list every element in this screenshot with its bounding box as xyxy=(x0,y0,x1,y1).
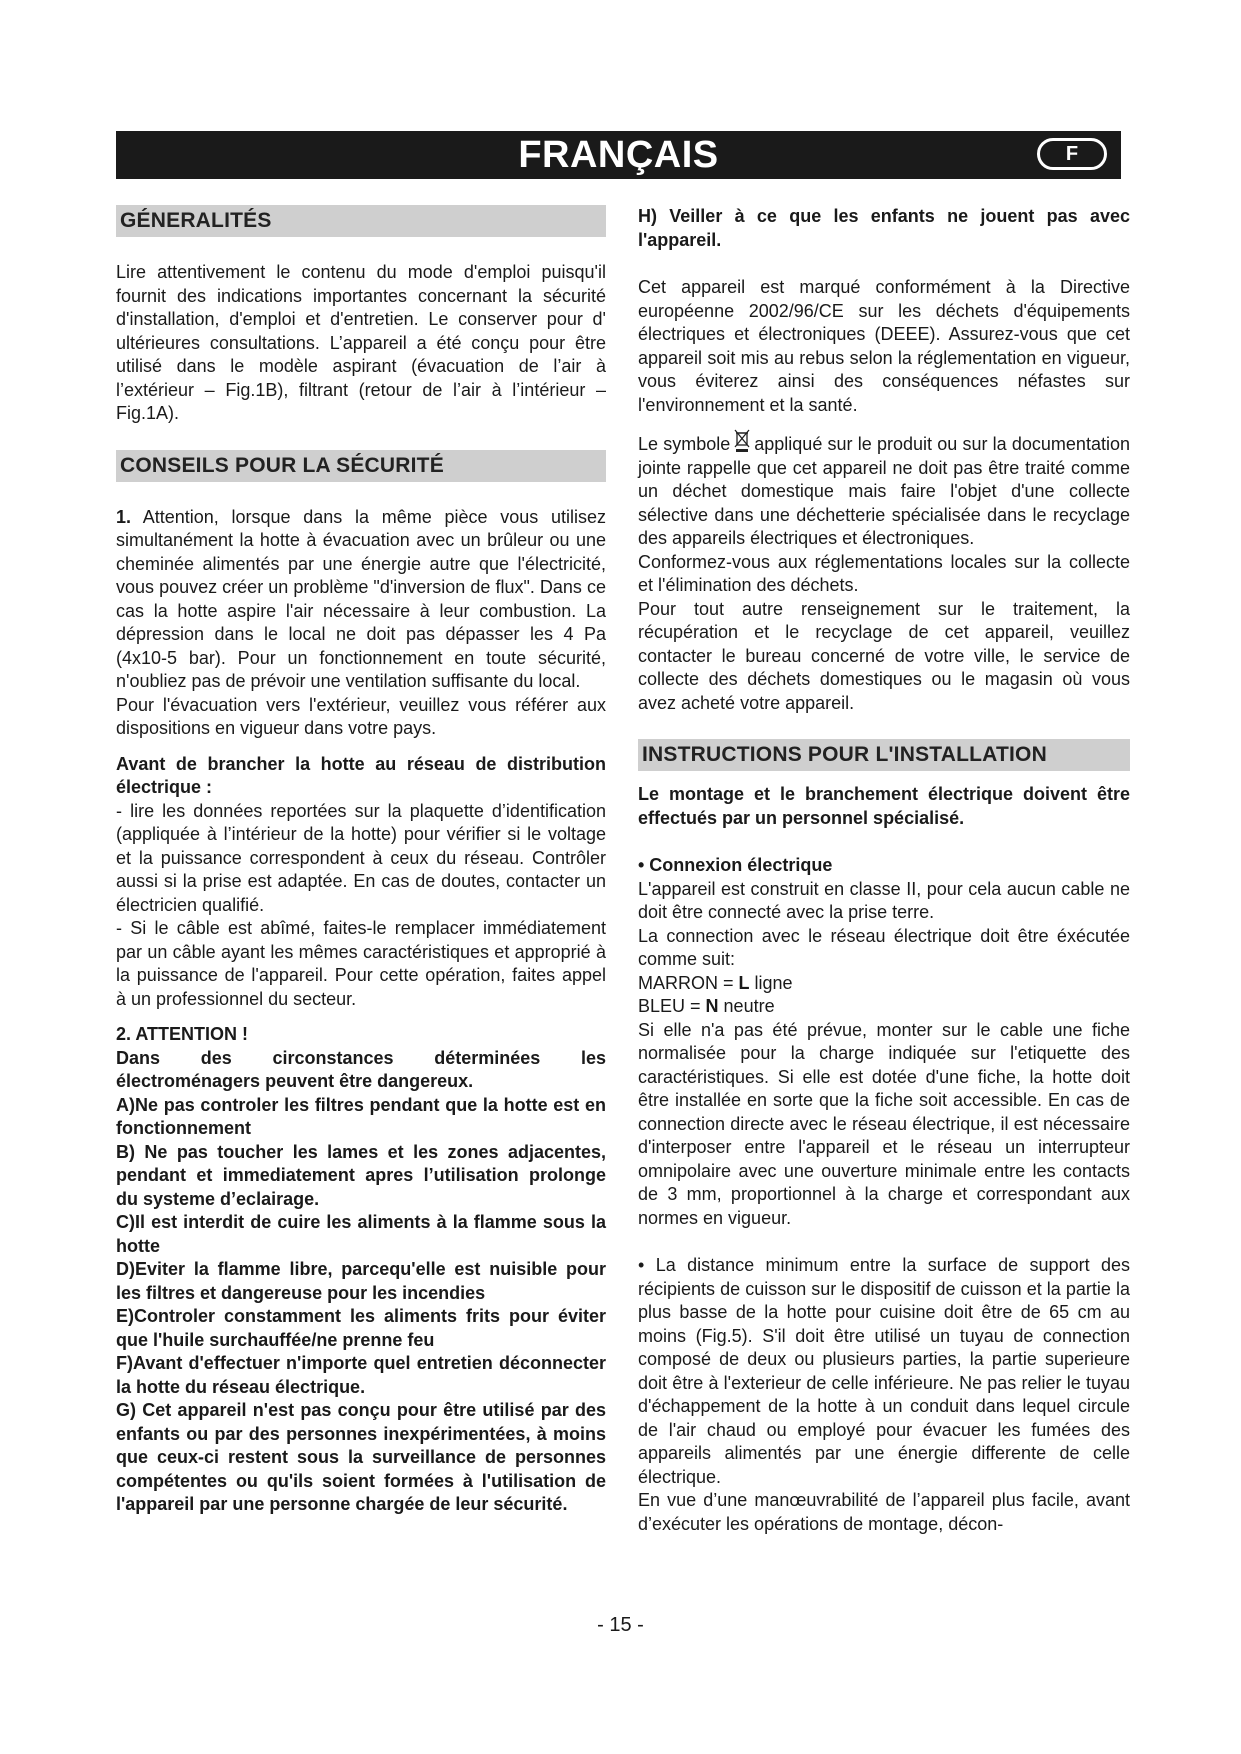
conseil-number: 1. xyxy=(116,506,132,527)
bleu-code: N xyxy=(705,996,719,1016)
attention-g: G) Cet appareil n'est pas conçu pour être utilisé par des enfants ou par des personnes inexpérimentées, à moins que ceux-ci restent sous la surveillance de personnes compétentes ou qu'ils soient formées à l'utilisation de l'appareil par une personne chargée de leur sécurité. xyxy=(116,1400,606,1514)
language-badge: F xyxy=(1037,138,1107,170)
symbole-text xyxy=(638,429,1130,551)
attention-d: D)Eviter la flamme libre, parcequ'elle est nuisible pour les filtres et dangereuse pour les incendies xyxy=(116,1259,606,1303)
attention-e: E)Controler constamment les aliments frits pour éviter que l'huile surchauffée/ne prenne feu xyxy=(116,1306,606,1350)
heading-installation: INSTRUCTIONS POUR L'INSTALLATION xyxy=(638,739,1130,771)
heading-generalites: GÉNERALITÉS xyxy=(116,205,606,237)
language-banner xyxy=(116,131,1121,179)
symbole-start: Le symbole xyxy=(638,434,731,454)
distance-text: • La distance minimum entre la surface de support des récipients de cuisson sur le dispositif de cuisson et la partie la plus basse de la hotte pour cuisine doit être de 65 cm au moins (Fig.5). S'il doit être utilisé un tuyau de connection composé de deux ou plusieurs parties, la partie superieure doit être à l'exterieur de celle inférieure. Ne pas relier le tuyau d'échappement de la hotte à un conduit dans lequel circule de l'air chaud ou employé pour évacuer les fumées des appareils alimentés par une énergie differente de celle électrique. xyxy=(638,1255,1130,1487)
marron-label: MARRON = xyxy=(638,972,739,993)
attention-title: 2. ATTENTION ! xyxy=(116,1024,248,1044)
connexion-text-2: La connection avec le réseau électrique doit être éxécutée comme suit: xyxy=(638,925,1130,969)
marron-desc: ligne xyxy=(749,972,793,993)
attention-b: B) Ne pas toucher les lames et les zones adjacentes, pendant et immediatement apres l’utilisation prolonge du systeme d’eclairage. xyxy=(116,1141,606,1209)
bleu-label: BLEU = xyxy=(638,996,706,1016)
bleu-desc: neutre xyxy=(718,996,775,1016)
avant-title: Avant de brancher la hotte au réseau de distribution électrique : xyxy=(116,753,606,797)
deee-text: Cet appareil est marqué conformément à la Directive européenne 2002/96/CE sur les déchets d'équipements électriques et électroniques (DEEE). Assurez-vous que cet appareil soit mis au rebus selon la réglementation en vigueur, vous éviterez ainsi des conséquences néfastes sur l'environnement et la santé. xyxy=(638,277,1130,415)
conformez-text: Conformez-vous aux réglementations locales sur la collecte et l'élimination des déchets. xyxy=(638,551,1130,595)
attention-f: F)Avant d'effectuer n'importe quel entretien déconnecter la hotte du réseau électrique. xyxy=(116,1353,606,1397)
marron-line xyxy=(638,972,1130,996)
attention-a: A)Ne pas controler les filtres pendant que la hotte est en fonctionnement xyxy=(116,1094,606,1138)
left-column xyxy=(116,205,606,1517)
generalites-text: Lire attentivement le contenu du mode d'emploi puisqu'il fournit des indications importantes concernant la sécurité d'installation, d'emploi et d'entretien. Le conserver pour d' ultérieures consultations. L’appareil a été conçu pour être utilisé dans le modèle aspirant (évacuation de l’air à l’extérieur – Fig.1B), filtrant (retour de l’air à l’intérieur – Fig.1A). xyxy=(116,262,606,423)
page-number: - 15 - xyxy=(597,1614,644,1636)
pour-tout-text: Pour tout autre renseignement sur le traitement, la récupération et le recyclage de cet appareil, veuillez contacter le bureau concerné de votre ville, le service de collecte des déchets domestiques ou le magasin où vous avez acheté votre appareil. xyxy=(638,598,1130,713)
crossed-bin-icon xyxy=(734,429,750,453)
right-column xyxy=(638,205,1130,1536)
avant-item-2: - Si le câble est abîmé, faites-le remplacer immédiatement par un câble ayant les mêmes caractéristiques et approprié à la puissance de l'appareil. Pour cette opération, faites appel à un professionnel du secteur. xyxy=(116,918,606,1009)
connexion-text-1: L'appareil est construit en classe II, pour cela aucun cable ne doit être connecté avec la prise terre. xyxy=(638,878,1130,922)
connexion-text-3: Si elle n'a pas été prévue, monter sur le cable une fiche normalisée pour la charge indiquée sur l'etiquette des caractéristiques. Si elle est dotée d'une fiche, la hotte doit être installée en sorte que la fiche soit accessible. En cas de connection directe avec le réseau électrique, il est nécessaire d'interposer entre l'appareil et le réseau un interrupteur omnipolaire avec une ouverture minimale entre les contacts de 3 mm, proportionnel à la charge et correspondant aux normes en vigueur. xyxy=(638,1019,1130,1228)
marron-code: L xyxy=(738,972,750,993)
attention-intro: Dans des circonstances déterminées les électroménagers peuvent être dangereux. xyxy=(116,1047,606,1091)
manoeuvre-text: En vue d’une manœuvrabilité de l’appareil plus facile, avant d’exécuter les opérations de montage, décon- xyxy=(638,1490,1130,1534)
conseil-text: Attention, lorsque dans la même pièce vous utilisez simultanément la hotte à évacuation avec un brûleur ou une cheminée alimentés par une énergie autre que l'électricité, vous pouvez créer un problème "d'inversion de flux". Dans ce cas la hotte aspire l'air nécessaire à leur combustion. La dépression dans le local ne doit pas dépasser les 4 Pa (4x10-5 bar). Pour un fonctionnement en toute sécurité, n'oubliez pas de prévoir une ventilation suffisante du local. xyxy=(116,506,606,691)
banner-title: FRANÇAIS xyxy=(518,134,719,176)
symbole-end: appliqué sur le produit ou sur la documentation jointe rappelle que cet appareil ne doit pas être traité comme un déchet domestique mais faire l'objet d'une collecte sélective dans une déchetterie spécialisée dans le recyclage des appareils électriques et électroniques. xyxy=(638,434,1130,548)
heading-conseils: CONSEILS POUR LA SÉCURITÉ xyxy=(116,450,606,482)
avant-item-1: - lire les données reportées sur la plaquette d’identification (appliquée à l’intérieur de la hotte) pour vérifier si le voltage et la puissance correspondent à ceux du réseau. Contrôler aussi si la prise est adaptée. En cas de doutes, contacter un électricien qualifié. xyxy=(116,800,606,915)
connexion-title: • Connexion électrique xyxy=(638,855,833,875)
attention-h: H) Veiller à ce que les enfants ne jouent pas avec l'appareil. xyxy=(638,206,1130,250)
montage-text: Le montage et le branchement électrique doivent être effectués par un personnel spécialisé. xyxy=(638,784,1130,828)
bleu-line xyxy=(638,995,1130,1019)
conseils-paragraph-1 xyxy=(116,506,606,694)
attention-c: C)Il est interdit de cuire les aliments à la flamme sous la hotte xyxy=(116,1212,606,1256)
conseils-paragraph-1b: Pour l'évacuation vers l'extérieur, veuillez vous référer aux dispositions en vigueur dans votre pays. xyxy=(116,694,606,738)
